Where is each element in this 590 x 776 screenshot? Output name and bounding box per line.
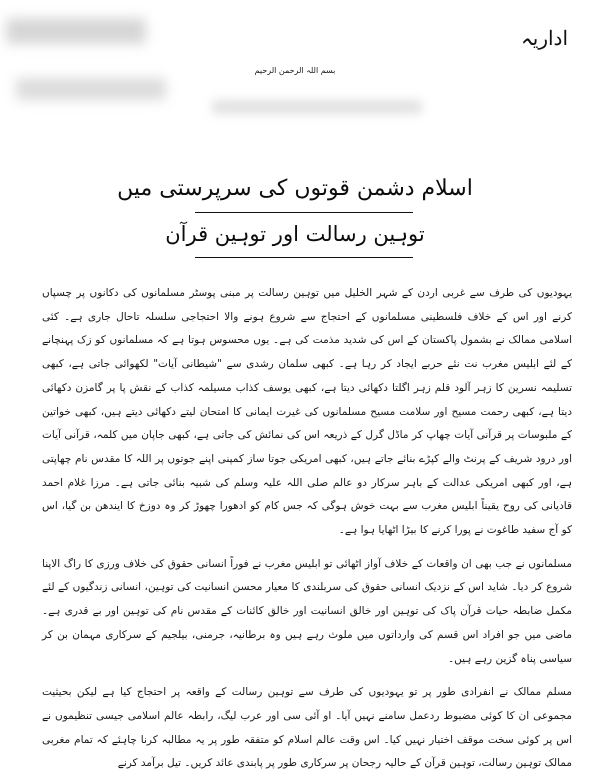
article-title-line-2: توہین رسالت اور توہین قرآن	[165, 222, 425, 246]
blurred-header-mark	[212, 100, 422, 114]
blurred-header-mark	[6, 18, 146, 44]
blurred-header-mark	[16, 78, 166, 100]
article-body	[42, 282, 572, 776]
title-rule	[195, 257, 413, 258]
article-title-line-1: اسلام دشمن قوتوں کی سرپرستی میں	[117, 176, 473, 201]
paragraph: مسلم ممالک نے انفرادی طور پر تو یہودیوں کی طرف سے توہین رسالت کے واقعہ پر احتجاج کیا ہے لیکن بحیثیت مجموعی ان کا کوئی مضبوط ردعمل سامنے نہیں آیا۔ او آئی سی اور عرب لیگ، رابطہ عالم اسلامی جیسی تنظیموں نے اس پر کوئی سخت موقف اختیار نہیں کیا۔ اس وقت عالم اسلام کو متفقہ طور پر یہ مطالبہ کرنا چاہئے کہ تمام مغربی ممالک توہین رسالت، توہین قرآن کے حالیہ رجحان پر سرکاری طور پر پابندی عائد کریں۔ تیل برآمد کرنے	[42, 686, 572, 770]
paragraph: یہودیوں کی طرف سے غربی اردن کے شہر الخلیل میں توہین رسالت پر مبنی پوسٹر مسلمانوں کی دکانوں پر چسپاں کرنے اور اس کے خلاف فلسطینی مسلمانوں کے احتجاج سے شروع ہونے والا احتجاجی سلسلہ تاحال جاری ہے۔ کئی اسلامی ممالک نے بشمول پاکستان کے اس کی شدید مذمت کی ہے۔ یوں محسوس ہوتا ہے کہ مسلمانوں کو زک پہنچانے کے لئے ابلیس مغرب نت نئے حربے ایجاد کر رہا ہے۔ کبھی سلمان رشدی سے "شیطانی آیات" لکھوائی جاتی ہے، کبھی تسلیمہ نسرین کا زہر آلود قلم زہر اگلتا دکھائی دیتا ہے، کبھی یوسف کذاب مسیلمہ کذاب کے نقش پا پر گامزن دکھائی دیتا ہے، کبھی رحمت مسیح اور سلامت مسیح مسلمانوں کی غیرت ایمانی کا امتحان لیتے دکھائی دیتے ہیں، کبھی خواتین کے ملبوسات پر قرآنی آیات چھاپ کر ماڈل گرل کے ذریعہ اس کی نمائش کی جاتی ہے، کبھی جاپان میں کلمہ، قرآنی آیات اور درود شریف کے پرنٹ والے کپڑے بنائے جاتے ہیں، کبھی امریکی جوتا ساز کمپنی اپنے جوتوں پر اللہ کا مقدس نام چھاپتی ہے، اور کبھی امریکی عدالت کے باہر سرکار دو عالم صلی اللہ علیہ وسلم کی شبیہ بنائی جاتی ہے۔ مرزا غلام احمد قادیانی کی روح یقیناً ابلیس مغرب سے بہت خوش ہوگی کہ جس کام کو ادھورا چھوڑ کر وہ دوزخ کا ایندھن بن گیا، اس کو آج سفید طاغوت نے پورا کرنے کا بیڑا اٹھایا ہوا ہے۔	[42, 287, 572, 537]
title-rule	[195, 212, 413, 213]
section-label: اداریہ	[521, 26, 568, 50]
paragraph: مسلمانوں نے جب بھی ان واقعات کے خلاف آواز اٹھائی تو ابلیس مغرب نے فوراً انسانی حقوق کی خلاف ورزی کا راگ الاپنا شروع کر دیا۔ شاید اس کے نزدیک انسانی حقوق کی سربلندی کا معیار محسن انسانیت کی توہین، انسانی زندگیوں کے لئے مکمل ضابطہ حیات قرآن پاک کی توہین اور خالق انسانیت اور خالق کائنات کے مقدس نام کی توہین اور بے قدری ہے۔ ماضی میں جو افراد اس قسم کی وارداتوں میں ملوث رہے ہیں وہ برطانیہ، جرمنی، بیلجیم کے سرکاری مہمان بن کر سیاسی پناہ گزین رہے ہیں۔	[42, 557, 572, 665]
basmala: بسم اللہ الرحمن الرحیم	[254, 66, 336, 75]
